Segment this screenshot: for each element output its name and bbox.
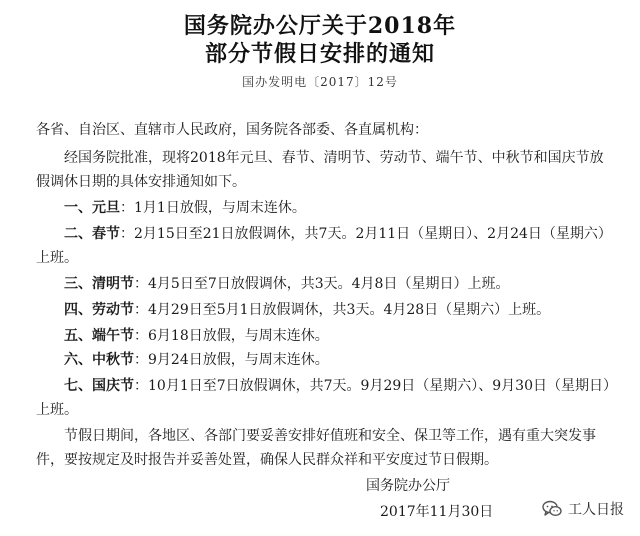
holiday-item-qingming — [36, 272, 610, 296]
holiday-item-mid-autumn — [36, 348, 610, 372]
holiday-label: 七、国庆节 — [64, 378, 134, 394]
holiday-detail: ：2月15日至21日放假调休，共7天。2月11日（星期日）、2月24日（星期六）上班。 — [36, 226, 605, 266]
holiday-label: 四、劳动节 — [64, 302, 134, 318]
source-watermark — [542, 498, 624, 520]
holiday-detail: ：10月1日至7日放假调休，共7天。9月29日（星期六）、9月30日（星期日）上班。 — [36, 378, 610, 418]
holiday-item-new-year — [36, 196, 610, 220]
document-number: 国办发明电〔2017〕12号 — [242, 75, 398, 89]
holiday-label: 二、春节 — [64, 226, 120, 242]
holiday-detail: ：6月18日放假，与周末连休。 — [134, 328, 329, 344]
salutation: 各省、自治区、直辖市人民政府，国务院各部委、各直属机构： — [36, 122, 428, 138]
wechat-icon — [542, 500, 562, 518]
document-title-line2: 部分节假日安排的通知 — [204, 41, 435, 67]
holiday-item-dragon-boat — [36, 324, 610, 348]
holiday-item-national-day — [36, 374, 610, 422]
holiday-label: 五、端午节 — [64, 328, 134, 344]
watermark-text: 工人日报 — [568, 502, 624, 518]
issue-date: 2017年11月30日 — [380, 504, 494, 520]
holiday-detail: ：4月5日至7日放假调休，共3天。4月8日（星期日）上班。 — [134, 276, 510, 292]
holiday-detail: ：4月29日至5月1日放假调休，共3天。4月28日（星期六）上班。 — [134, 302, 551, 318]
holiday-item-labor-day — [36, 298, 610, 322]
holiday-detail: ：9月24日放假，与周末连休。 — [134, 352, 329, 368]
holiday-label: 三、清明节 — [64, 276, 134, 292]
holiday-detail: ：1月1日放假，与周末连休。 — [120, 200, 306, 216]
document-title-line1: 国务院办公厅关于2018年 — [183, 13, 457, 39]
holiday-label: 六、中秋节 — [64, 352, 134, 368]
closing-paragraph: 节假日期间，各地区、各部门要妥善安排好值班和安全、保卫等工作，遇有重大突发事件，要按规定及时报告并妥善处置，确保人民群众祥和平安度过节日假期。 — [36, 428, 596, 468]
intro-paragraph: 经国务院批准，现将2018年元旦、春节、清明节、劳动节、端午节、中秋节和国庆节放假调休日期的具体安排通知如下。 — [36, 150, 604, 190]
issuer-name: 国务院办公厅 — [366, 478, 450, 494]
holiday-label: 一、元旦 — [64, 200, 120, 216]
holiday-item-spring-festival — [36, 222, 610, 270]
